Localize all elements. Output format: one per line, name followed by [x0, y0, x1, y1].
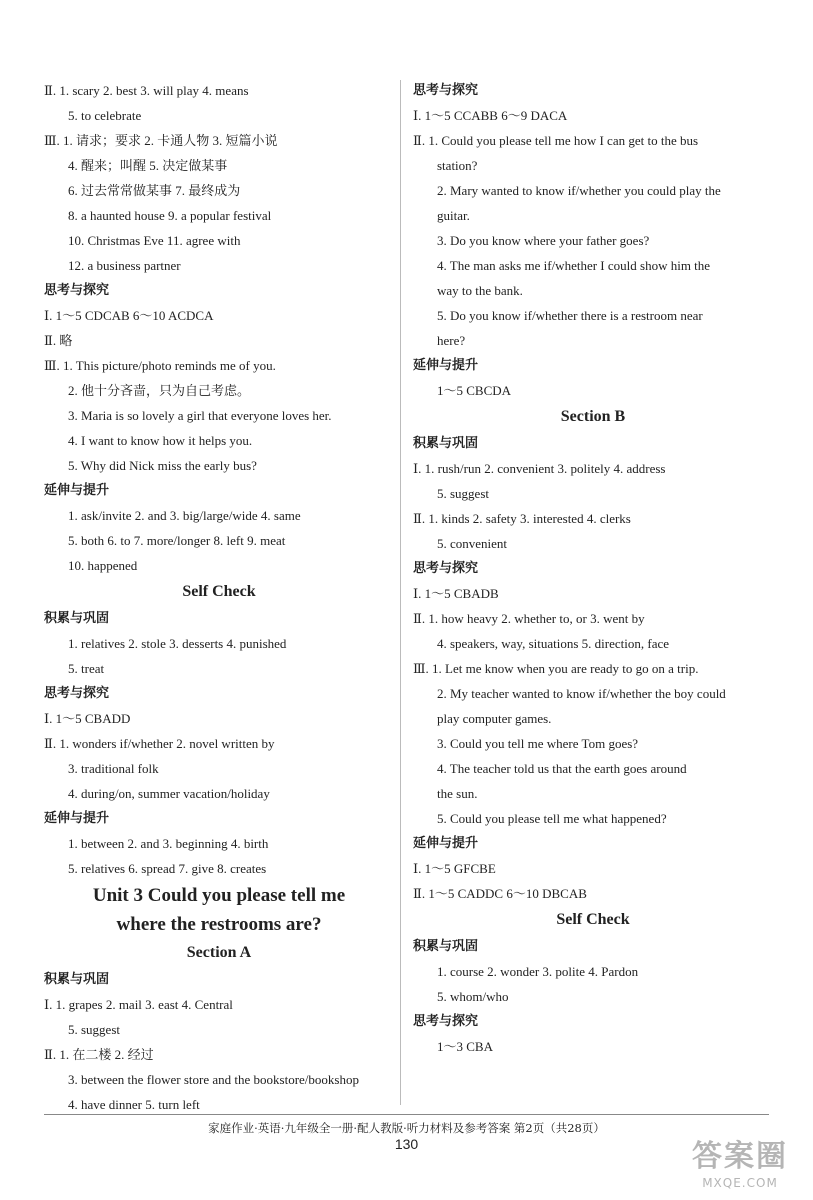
subsection-title: Self Check: [556, 911, 630, 928]
answer-line: 8. a haunted house 9. a popular festival: [68, 208, 272, 223]
answer-line: Ⅱ. 1. how heavy 2. whether to, or 3. went by: [413, 611, 645, 626]
answer-line: 4. The teacher told us that the earth goes around: [437, 761, 687, 776]
answer-line: 3. Maria is so lovely a girl that everyone loves her.: [68, 408, 332, 423]
answer-line: 5. Why did Nick miss the early bus?: [68, 458, 257, 473]
subsection-title: Section B: [560, 408, 626, 425]
section-heading: 延伸与提升: [413, 836, 479, 851]
section-heading: 积累与巩固: [44, 972, 110, 987]
answer-line: way to the bank.: [437, 283, 523, 298]
answer-line: Ⅰ. 1～5 CCABB 6～9 DACA: [413, 108, 568, 123]
answer-line: 1. between 2. and 3. beginning 4. birth: [68, 836, 269, 851]
answer-line: 3. Could you tell me where Tom goes?: [437, 736, 639, 751]
answer-line: Ⅲ. 1. 请求；要求 2. 卡通人物 3. 短篇小说: [44, 133, 278, 148]
answer-line: 10. happened: [68, 558, 138, 573]
subsection-title: Self Check: [182, 583, 256, 600]
unit-title: where the restrooms are?: [116, 914, 322, 935]
answer-line: 5. relatives 6. spread 7. give 8. creates: [68, 861, 267, 876]
footer-rule: [44, 1114, 769, 1115]
watermark-url: MXQE.COM: [702, 1176, 778, 1190]
answer-line: 2. 他十分吝啬，只为自己考虑。: [68, 383, 251, 398]
left-column: [44, 78, 394, 1117]
answer-line: 5. Could you please tell me what happened?: [437, 811, 667, 826]
answer-line: here?: [437, 333, 466, 348]
answer-line: Ⅱ. 略: [44, 333, 73, 348]
answer-line: 1～5 CBCDA: [437, 383, 512, 398]
answer-line: Ⅰ. 1～5 CDCAB 6～10 ACDCA: [44, 308, 214, 323]
answer-line: 2. Mary wanted to know if/whether you could play the: [437, 183, 721, 198]
answer-line: Ⅲ. 1. This picture/photo reminds me of you.: [44, 358, 276, 373]
answer-line: 3. Do you know where your father goes?: [437, 233, 650, 248]
answer-line: Ⅰ. 1～5 CBADB: [413, 586, 499, 601]
answer-line: play computer games.: [437, 711, 552, 726]
answer-line: guitar.: [437, 208, 470, 223]
section-heading: 积累与巩固: [413, 436, 479, 451]
answer-line: the sun.: [437, 786, 478, 801]
answer-line: 5. suggest: [437, 486, 489, 501]
unit-title: Unit 3 Could you please tell me: [92, 885, 346, 906]
answer-line: 4. speakers, way, situations 5. direction, face: [437, 636, 670, 651]
section-heading: 延伸与提升: [44, 811, 110, 826]
answer-line: 6. 过去常常做某事 7. 最终成为: [68, 183, 241, 198]
section-heading: 延伸与提升: [413, 358, 479, 373]
section-heading: 思考与探究: [44, 686, 110, 701]
section-heading: 思考与探究: [413, 1014, 479, 1029]
answer-line: Ⅱ. 1. scary 2. best 3. will play 4. means: [44, 83, 249, 98]
answer-line: 3. traditional folk: [68, 761, 159, 776]
subsection-title: Section A: [186, 944, 252, 961]
column-divider: [400, 80, 401, 1105]
answer-line: station?: [437, 158, 478, 173]
answer-line: Ⅲ. 1. Let me know when you are ready to go on a trip.: [413, 661, 699, 676]
answer-line: 4. have dinner 5. turn left: [68, 1097, 200, 1112]
answer-line: 4. during/on, summer vacation/holiday: [68, 786, 270, 801]
answer-line: 1. course 2. wonder 3. polite 4. Pardon: [437, 964, 639, 979]
answer-line: 5. convenient: [437, 536, 508, 551]
answer-line: Ⅱ. 1～5 CADDC 6～10 DBCAB: [413, 886, 587, 901]
answer-line: 10. Christmas Eve 11. agree with: [68, 233, 241, 248]
section-heading: 积累与巩固: [44, 611, 110, 626]
answer-line: 4. 醒来；叫醒 5. 决定做某事: [68, 158, 228, 173]
answer-line: 5. both 6. to 7. more/longer 8. left 9. meat: [68, 533, 286, 548]
right-column: [413, 78, 773, 1059]
answer-line: 5. Do you know if/whether there is a restroom near: [437, 308, 703, 323]
section-heading: 延伸与提升: [44, 483, 110, 498]
answer-line: Ⅱ. 1. wonders if/whether 2. novel written by: [44, 736, 275, 751]
answer-line: Ⅰ. 1～5 CBADD: [44, 711, 131, 726]
answer-line: 4. I want to know how it helps you.: [68, 433, 253, 448]
watermark-logo: [685, 1138, 795, 1194]
answer-line: 5. whom/who: [437, 989, 509, 1004]
answer-line: 5. to celebrate: [68, 108, 142, 123]
answer-line: 3. between the flower store and the bookstore/bookshop: [68, 1072, 359, 1087]
answer-line: 1～3 CBA: [437, 1039, 493, 1054]
answer-line: Ⅱ. 1. Could you please tell me how I can get to the bus: [413, 133, 699, 148]
answer-line: Ⅱ. 1. 在二楼 2. 经过: [44, 1047, 154, 1062]
section-heading: 思考与探究: [413, 561, 479, 576]
watermark-text: 答案圈: [692, 1139, 788, 1174]
answer-line: Ⅰ. 1. rush/run 2. convenient 3. politely 4. address: [413, 461, 666, 476]
answer-line: Ⅰ. 1. grapes 2. mail 3. east 4. Central: [44, 997, 233, 1012]
page-number: 130: [394, 1136, 419, 1152]
answer-line: Ⅰ. 1～5 GFCBE: [413, 861, 496, 876]
section-heading: 思考与探究: [413, 83, 479, 98]
answer-line: Ⅱ. 1. kinds 2. safety 3. interested 4. clerks: [413, 511, 631, 526]
answer-line: 5. suggest: [68, 1022, 120, 1037]
section-heading: 思考与探究: [44, 283, 110, 298]
answer-line: 5. treat: [68, 661, 105, 676]
answer-line: 4. The man asks me if/whether I could show him the: [437, 258, 711, 273]
answer-line: 1. ask/invite 2. and 3. big/large/wide 4. same: [68, 508, 301, 523]
footer-text: 家庭作业·英语·九年级全一册·配人教版·听力材料及参考答案 第2页（共28页）: [208, 1121, 605, 1135]
answer-line: 12. a business partner: [68, 258, 181, 273]
answer-line: 1. relatives 2. stole 3. desserts 4. punished: [68, 636, 287, 651]
section-heading: 积累与巩固: [413, 939, 479, 954]
answer-line: 2. My teacher wanted to know if/whether the boy could: [437, 686, 726, 701]
